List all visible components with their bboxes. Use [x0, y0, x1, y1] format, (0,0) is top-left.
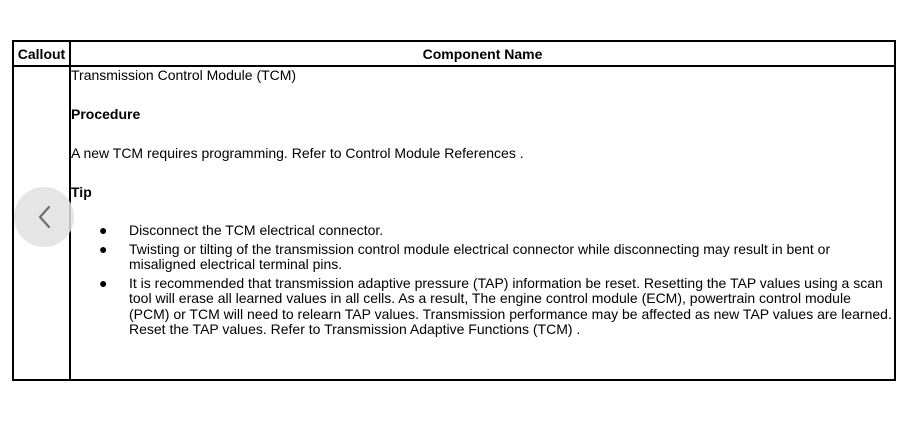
procedure-heading: Procedure: [71, 106, 141, 122]
component-cell: [70, 66, 895, 380]
list-item: [71, 242, 894, 273]
list-item: [71, 223, 894, 239]
bullet-icon: ●: [99, 274, 108, 291]
tip-text: Disconnect the TCM electrical connector.: [129, 222, 384, 238]
tip-list: [71, 223, 894, 338]
tip-heading: Tip: [71, 184, 92, 200]
component-name: Transmission Control Module (TCM): [71, 67, 297, 83]
list-item: [71, 276, 894, 338]
tip-text: It is recommended that transmission adaptive pressure (TAP) information be reset. Resetting the TAP values using a scan tool will erase all learned values in all cells. As a result, The engine control module (ECM), powertrain control module (PCM) or TCM will need to relearn TAP values. Transmission performance may be affected as new TAP values are learned. Reset the TAP values. Refer to Transmission Adaptive Functions (TCM) .: [129, 274, 892, 337]
bullet-icon: ●: [99, 222, 108, 238]
table-row: [13, 66, 895, 380]
component-name-column-header: Component Name: [70, 41, 895, 66]
chevron-left-icon: [35, 204, 53, 230]
component-table: [12, 40, 896, 381]
procedure-text: A new TCM requires programming. Refer to Control Module References .: [71, 145, 524, 161]
bullet-icon: ●: [99, 240, 108, 257]
table-header-row: [13, 41, 895, 66]
back-button[interactable]: [14, 187, 74, 247]
tip-text: Twisting or tilting of the transmission control module electrical connector while disconnecting may result in bent or misaligned electrical terminal pins.: [129, 240, 831, 272]
callout-column-header: Callout: [13, 41, 70, 66]
